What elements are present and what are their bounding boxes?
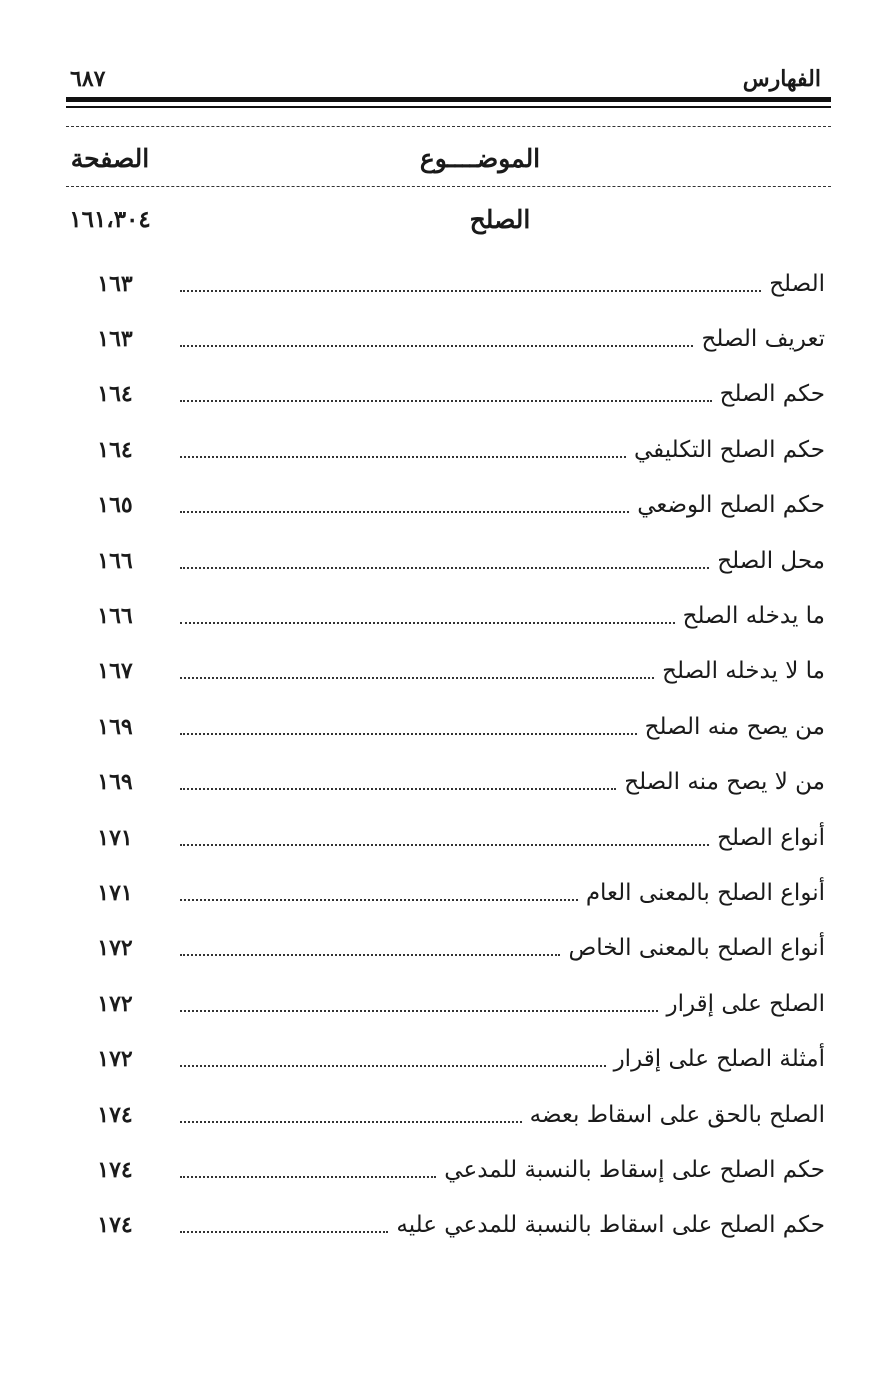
toc-entry-page: ١٦٣ [97, 270, 133, 297]
toc-entry-label: حكم الصلح التكليفي [633, 436, 825, 463]
toc-entry-label: حكم الصلح [719, 381, 825, 408]
toc-entry-label: الصلح على إقرار [666, 990, 825, 1017]
toc-row[interactable] [180, 921, 825, 976]
toc-entry-label: ما يدخله الصلح [682, 603, 825, 630]
header-page-number: ٦٨٧ [70, 66, 106, 92]
dot-leader [180, 1065, 606, 1067]
toc-row[interactable] [180, 644, 825, 699]
toc-entry-page: ١٦٧ [97, 658, 133, 685]
toc-entry-label: حكم الصلح على إسقاط بالنسبة للمدعي [444, 1156, 825, 1183]
toc-row[interactable] [180, 311, 825, 366]
header-title: الفهارس [742, 66, 821, 92]
section-page-range: ١٦١،٣٠٤ [69, 206, 151, 233]
toc-entry-label: ما لا يدخله الصلح [662, 658, 825, 685]
toc-row[interactable] [180, 1142, 825, 1197]
dot-leader [180, 954, 560, 956]
toc-entry-page: ١٧١ [97, 824, 133, 851]
toc-page-numbers [60, 256, 170, 1253]
toc-entry-label: الصلح [769, 270, 825, 297]
toc-entry-page: ١٦٤ [97, 381, 133, 408]
dot-leader [180, 1010, 658, 1012]
toc-entry-label: محل الصلح [717, 547, 825, 574]
toc-entry-page: ١٦٩ [97, 713, 133, 740]
toc-row[interactable] [180, 588, 825, 643]
toc-row[interactable] [180, 976, 825, 1031]
toc-row[interactable] [180, 699, 825, 754]
toc-row[interactable] [180, 533, 825, 588]
dot-leader [180, 1231, 388, 1233]
toc-entry-page: ١٧١ [97, 879, 133, 906]
toc-row[interactable] [180, 422, 825, 477]
toc-row[interactable] [180, 1031, 825, 1086]
dot-leader [180, 1176, 436, 1178]
toc-entries [180, 256, 825, 1253]
toc-entry-page: ١٦٦ [97, 547, 133, 574]
dot-leader [180, 567, 709, 569]
dot-leader [180, 1121, 522, 1123]
dot-leader [180, 400, 712, 402]
dot-leader [180, 677, 654, 679]
section-title: الصلح [469, 205, 531, 234]
toc-entry-page: ١٧٢ [97, 1046, 133, 1073]
dot-leader [180, 733, 637, 735]
header-rule-thin [66, 106, 831, 108]
dot-leader [180, 899, 578, 901]
toc-entry-page: ١٧٢ [97, 990, 133, 1017]
toc-row[interactable] [180, 1198, 825, 1253]
header-rule-thick [66, 97, 831, 102]
toc-entry-page: ١٦٩ [97, 769, 133, 796]
toc-entry-label: أنواع الصلح بالمعنى العام [585, 879, 825, 906]
toc-entry-page: ١٧٤ [97, 1101, 133, 1128]
toc-entry-label: من يصح منه الصلح [644, 713, 825, 740]
dot-leader [180, 788, 616, 790]
dashed-divider-bottom [66, 186, 831, 187]
toc-entry-label: تعريف الصلح [701, 326, 825, 353]
toc-row[interactable] [180, 865, 825, 920]
dot-leader [180, 290, 761, 292]
column-heading-topic: الموضــــوع [419, 144, 541, 173]
toc-row[interactable] [180, 1087, 825, 1142]
dot-leader [180, 511, 629, 513]
toc-entry-label: من لا يصح منه الصلح [624, 769, 825, 796]
toc-entry-page: ١٦٤ [97, 436, 133, 463]
toc-row[interactable] [180, 367, 825, 422]
toc-entry-label: الصلح بالحق على اسقاط بعضه [529, 1101, 825, 1128]
dot-leader [180, 844, 709, 846]
dot-leader [180, 622, 675, 624]
toc-entry-page: ١٦٦ [97, 603, 133, 630]
dashed-divider-top [66, 126, 831, 127]
toc-entry-page: ١٦٥ [97, 492, 133, 519]
toc-entry-label: حكم الصلح على اسقاط بالنسبة للمدعي عليه [396, 1212, 825, 1239]
toc-row[interactable] [180, 810, 825, 865]
toc-entry-label: أنواع الصلح [717, 824, 825, 851]
toc-entry-page: ١٧٤ [97, 1212, 133, 1239]
toc-row[interactable] [180, 478, 825, 533]
toc-entry-page: ١٧٤ [97, 1156, 133, 1183]
toc-entry-label: حكم الصلح الوضعي [637, 492, 825, 519]
toc-entry-page: ١٧٢ [97, 935, 133, 962]
toc-entry-page: ١٦٣ [97, 326, 133, 353]
column-heading-page: الصفحة [70, 144, 150, 173]
dot-leader [180, 456, 626, 458]
toc-entry-label: أمثلة الصلح على إقرار [613, 1046, 825, 1073]
toc-row[interactable] [180, 256, 825, 311]
toc-entry-label: أنواع الصلح بالمعنى الخاص [568, 935, 825, 962]
toc-row[interactable] [180, 755, 825, 810]
dot-leader [180, 345, 693, 347]
